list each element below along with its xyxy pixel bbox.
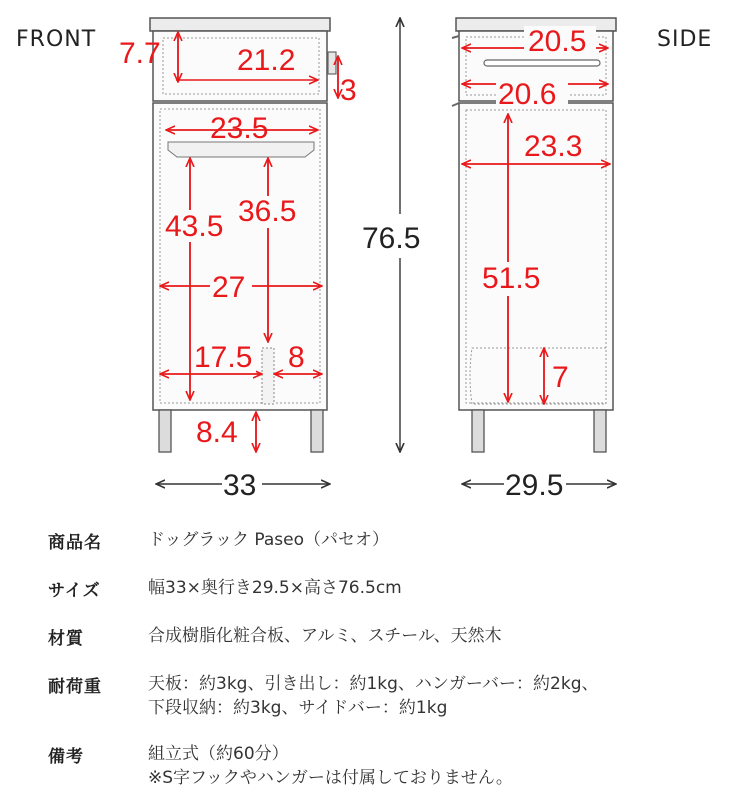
side-view [452, 18, 616, 500]
dim-front-drawer-width: 21.2 [237, 44, 296, 77]
front-right-leg [311, 410, 323, 452]
spec-value-line: 組立式（約60分） [148, 744, 289, 764]
spec-value [148, 742, 748, 790]
dim-front-leg-height: 8.4 [196, 416, 238, 449]
spec-value: 幅33×奥行き29.5×高さ76.5cm [148, 578, 402, 598]
dim-side-inner-height: 51.5 [482, 262, 541, 295]
side-right-leg [594, 410, 606, 452]
spec-key: サイズ [48, 581, 101, 601]
dim-front-lower-left: 17.5 [194, 341, 253, 374]
dim-side-inner-width: 23.3 [524, 130, 583, 163]
dim-side-drawer-top: 20.5 [528, 25, 587, 58]
dim-front-middle-width: 27 [212, 271, 246, 304]
dim-side-lower-height: 7 [552, 361, 569, 394]
front-side-bar [328, 52, 336, 74]
front-top-board [150, 18, 330, 31]
dim-front-total-width: 33 [223, 469, 257, 500]
front-view [119, 18, 357, 500]
dim-front-inner-width: 23.5 [210, 112, 269, 145]
side-view-label: SIDE [657, 27, 713, 52]
dim-total-height: 76.5 [362, 222, 421, 255]
front-left-leg [159, 410, 171, 452]
spec-value: ドッグラック Paseo（パセオ） [148, 530, 390, 550]
spec-key: 材質 [48, 629, 84, 649]
dim-side-drawer-bottom: 20.6 [498, 78, 557, 111]
dim-front-inner-height-right: 36.5 [238, 195, 297, 228]
dim-side-total-depth: 29.5 [505, 469, 564, 500]
spec-value-line: ※S字フックやハンガーは付属しておりません。 [148, 768, 513, 788]
spec-value-line: 天板：約3kg、引き出し：約1kg、ハンガーバー：約2kg、 [148, 674, 599, 694]
side-left-leg [472, 410, 484, 452]
dim-front-inner-height-left: 43.5 [165, 210, 224, 243]
dim-front-handle: 3 [340, 74, 357, 107]
spec-value [148, 672, 748, 720]
front-view-label: FRONT [16, 27, 97, 52]
spec-key: 商品名 [48, 533, 102, 553]
spec-key: 耐荷重 [48, 677, 102, 697]
spec-key: 備考 [48, 747, 84, 767]
spec-value: 合成樹脂化粧合板、アルミ、スチール、天然木 [148, 626, 502, 646]
side-hanger-bar [484, 60, 600, 66]
dim-front-drawer-height: 7.7 [119, 37, 161, 70]
spec-value-line: 下段収納：約3kg、サイドバー：約1kg [148, 698, 448, 718]
dim-front-lower-right: 8 [288, 341, 305, 374]
